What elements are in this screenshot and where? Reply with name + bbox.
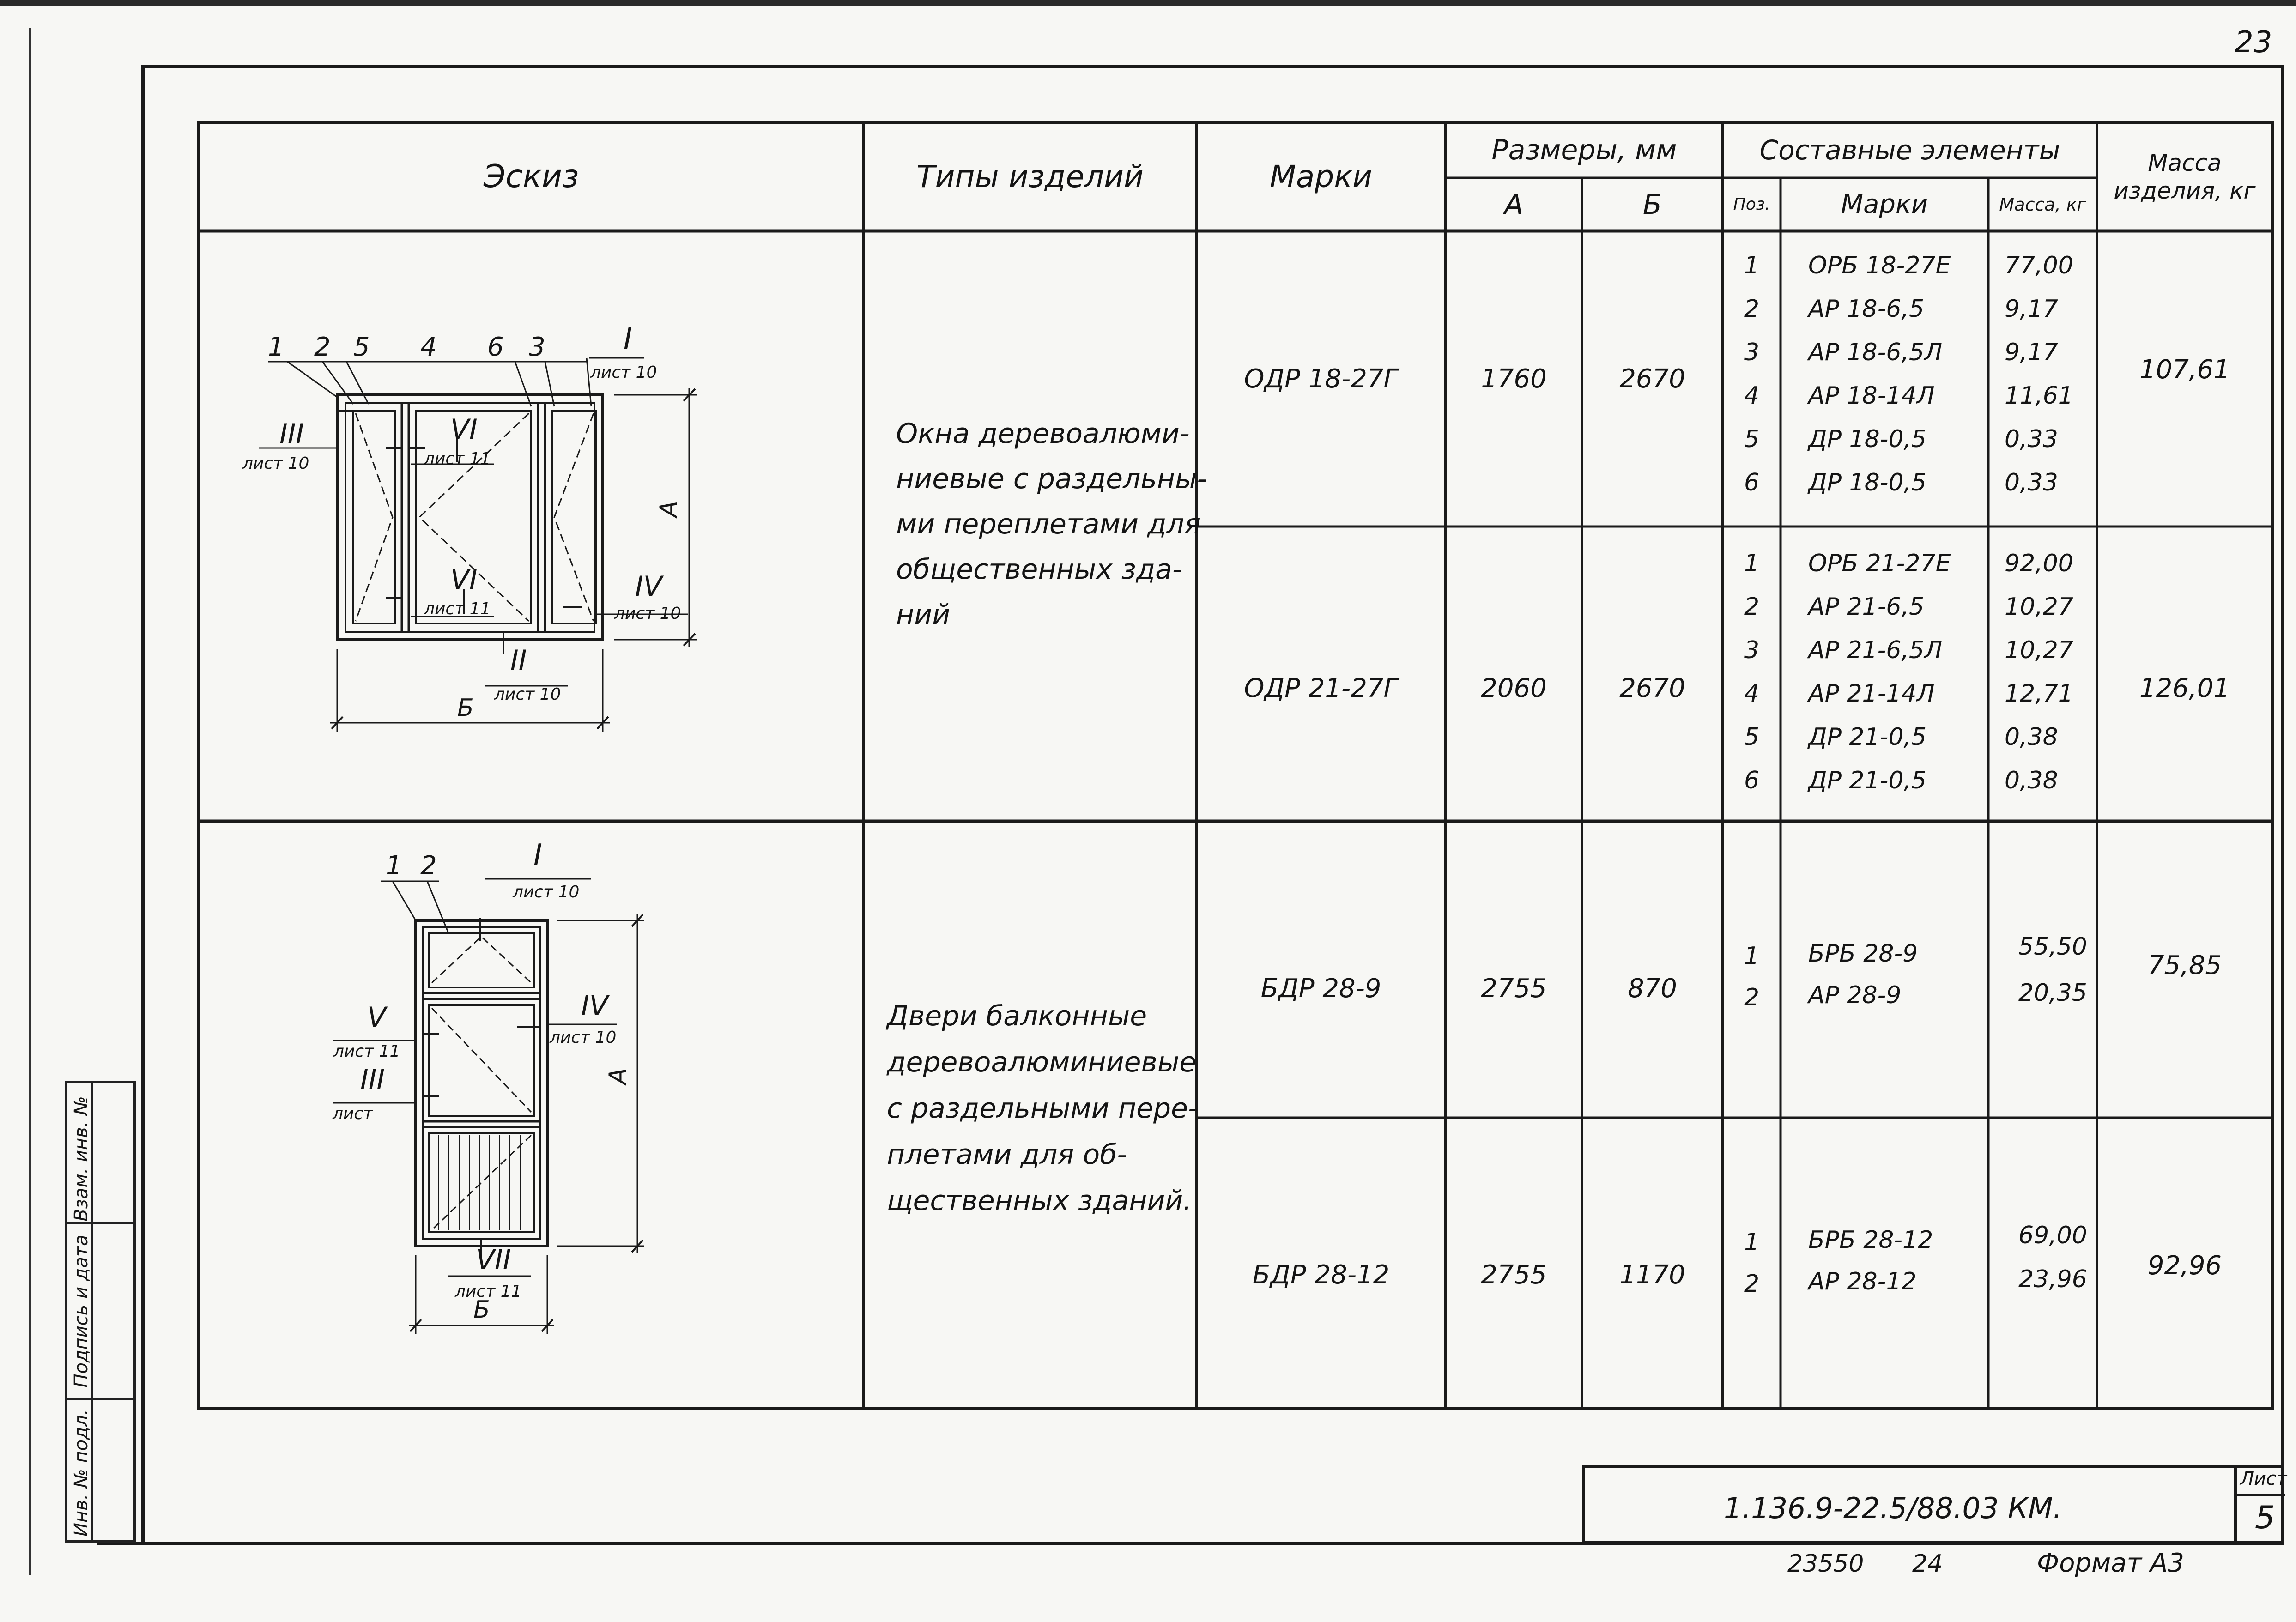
margin-inv-orig: Инв. № подл. [71,1409,92,1537]
list-item: ДР 18-0,5 [1808,469,1927,496]
list-item: 1 [1744,252,1760,279]
section-VI-bottom-sheet: лист 11 [424,599,491,618]
list-item: 10,27 [2005,593,2073,621]
header-product-mass: Масса изделия, кг [2114,149,2256,204]
section-VII-sheet: лист 11 [455,1282,522,1301]
list-item: 1 [1744,1229,1760,1256]
product1-a: 1760 [1481,363,1547,394]
list-item: 0,33 [2005,469,2058,496]
list-item: 3 [1744,339,1760,366]
product4-b: 1170 [1619,1259,1685,1290]
product1-mark: ОДР 18-27Г [1244,363,1398,394]
section-II-sheet: лист 10 [494,685,561,704]
stamp-sheet-number: 5 [2255,1500,2275,1536]
section-III: III [279,418,304,450]
section-VI-top: VI [450,413,478,446]
list-item: 2 [1744,295,1760,323]
list-item: АР 28-9 [1808,981,1902,1009]
door-sketch [199,821,864,1409]
section-IV-sheet: лист 10 [550,1028,617,1047]
callout-1: 1 [268,332,285,362]
list-item: 9,17 [2005,295,2058,323]
list-item: 77,00 [2005,252,2073,279]
section-I: I [624,322,632,356]
section-IV: IV [581,990,608,1022]
product1-mass: 107,61 [2139,354,2230,385]
section-V: V [367,1001,387,1034]
group1-type-text: Окна деревоалюми- ниевые с раздельны- ми переплетами для общественных зда- ний [896,418,1207,631]
stamp-code: 1.136.9-22.5/88.03 КМ. [1724,1491,2062,1525]
list-item: БРБ 28-12 [1808,1226,1933,1254]
list-item: 20,35 [2018,979,2087,1007]
list-item: 69,00 [2018,1222,2087,1249]
callout-2: 2 [420,851,437,881]
section-I-sheet: лист 10 [513,883,580,902]
page-number: 23 [2235,25,2272,60]
callout-1: 1 [386,851,402,881]
header-size-a: А [1504,188,1524,221]
list-item: ДР 18-0,5 [1808,425,1927,453]
list-item: 6 [1744,767,1760,794]
header-comp-mass: Масса, кг [1999,194,2086,215]
product2-mass: 126,01 [2139,673,2230,703]
dim-b-label: Б [473,1296,490,1324]
list-item: 3 [1744,636,1760,664]
margin-sign-date: Подпись и дата [71,1235,92,1388]
header-comp-marks: Марки [1841,189,1928,219]
list-item: 5 [1744,723,1760,751]
footer-inv-number: 23550 [1787,1550,1864,1578]
list-item: АР 18-6,5 [1808,295,1925,323]
dim-a-label: А [655,501,683,517]
section-III-sheet: лист [333,1104,373,1123]
section-VII: VII [476,1244,511,1276]
list-item: АР 18-14Л [1808,382,1935,410]
header-types: Типы изделий [916,159,1144,194]
list-item: 0,38 [2005,767,2058,794]
list-item: 55,50 [2018,933,2087,961]
section-I: I [533,838,542,872]
callout-3: 3 [529,332,545,362]
product2-b: 2670 [1619,673,1685,703]
list-item: 12,71 [2005,680,2073,708]
callout-2: 2 [314,332,331,362]
header-pos: Поз. [1733,195,1770,214]
list-item: ОРБ 18-27Е [1808,252,1951,279]
section-II: II [510,644,527,677]
list-item: 2 [1744,984,1760,1011]
header-size-b: Б [1642,188,1662,221]
section-I-sheet: лист 10 [590,363,657,382]
list-item: 5 [1744,425,1760,453]
header-sketch: Эскиз [483,158,579,195]
product4-mark: БДР 28-12 [1252,1259,1390,1290]
section-V-sheet: лист 11 [333,1042,400,1061]
list-item: 0,33 [2005,425,2058,453]
product4-a: 2755 [1481,1259,1547,1290]
header-marks: Марки [1269,159,1373,194]
callout-4: 4 [420,332,437,362]
list-item: АР 21-14Л [1808,680,1935,708]
list-item: ДР 21-0,5 [1808,767,1927,794]
callout-5: 5 [353,332,370,362]
section-VI-top-sheet: лист 11 [424,449,491,468]
list-item: АР 18-6,5Л [1808,339,1943,366]
footer-format: Формат А3 [2037,1548,2184,1578]
list-item: 4 [1744,382,1760,410]
product3-mark: БДР 28-9 [1260,973,1381,1004]
section-IV: IV [635,570,662,603]
list-item: АР 21-6,5Л [1808,636,1943,664]
list-item: 1 [1744,550,1760,577]
stamp-sheet-label: Лист [2240,1468,2287,1489]
list-item: 92,00 [2005,550,2073,577]
section-III-sheet: лист 10 [242,454,309,473]
footer-copy-number: 24 [1912,1550,1943,1578]
product2-a: 2060 [1481,673,1547,703]
title-stamp [1582,1465,2287,1544]
product4-mass: 92,96 [2147,1250,2222,1281]
list-item: 2 [1744,1270,1760,1298]
list-item: ОРБ 21-27Е [1808,550,1951,577]
list-item: 9,17 [2005,339,2058,366]
product3-a: 2755 [1481,973,1547,1004]
dim-a-label: А [604,1068,632,1084]
list-item: 2 [1744,593,1760,621]
product3-mass: 75,85 [2147,950,2222,980]
callout-6: 6 [487,332,504,362]
list-item: 10,27 [2005,636,2073,664]
product1-b: 2670 [1619,363,1685,394]
list-item: 6 [1744,469,1760,496]
header-components: Составные элементы [1759,134,2060,166]
margin-replace-inv: Взам. инв. № [71,1096,92,1222]
product2-mark: ОДР 21-27Г [1244,673,1398,703]
list-item: 0,38 [2005,723,2058,751]
list-item: 4 [1744,680,1760,708]
list-item: 23,96 [2018,1265,2087,1293]
list-item: АР 28-12 [1808,1268,1917,1295]
window-sketch [199,231,864,821]
section-III: III [360,1064,385,1096]
header-sizes: Размеры, мм [1491,134,1677,166]
list-item: 1 [1744,942,1760,970]
list-item: БРБ 28-9 [1808,940,1918,968]
list-item: 11,61 [2005,382,2073,410]
list-item: ДР 21-0,5 [1808,723,1927,751]
product3-b: 870 [1628,973,1677,1004]
section-VI-bottom: VI [450,563,478,596]
list-item: АР 21-6,5 [1808,593,1925,621]
section-IV-sheet: лист 10 [614,604,681,623]
dim-b-label: Б [457,694,474,722]
group2-type-text: Двери балконные деревоалюминиевые с раздельными пере- плетами для об- щественных зданий. [887,1000,1198,1217]
